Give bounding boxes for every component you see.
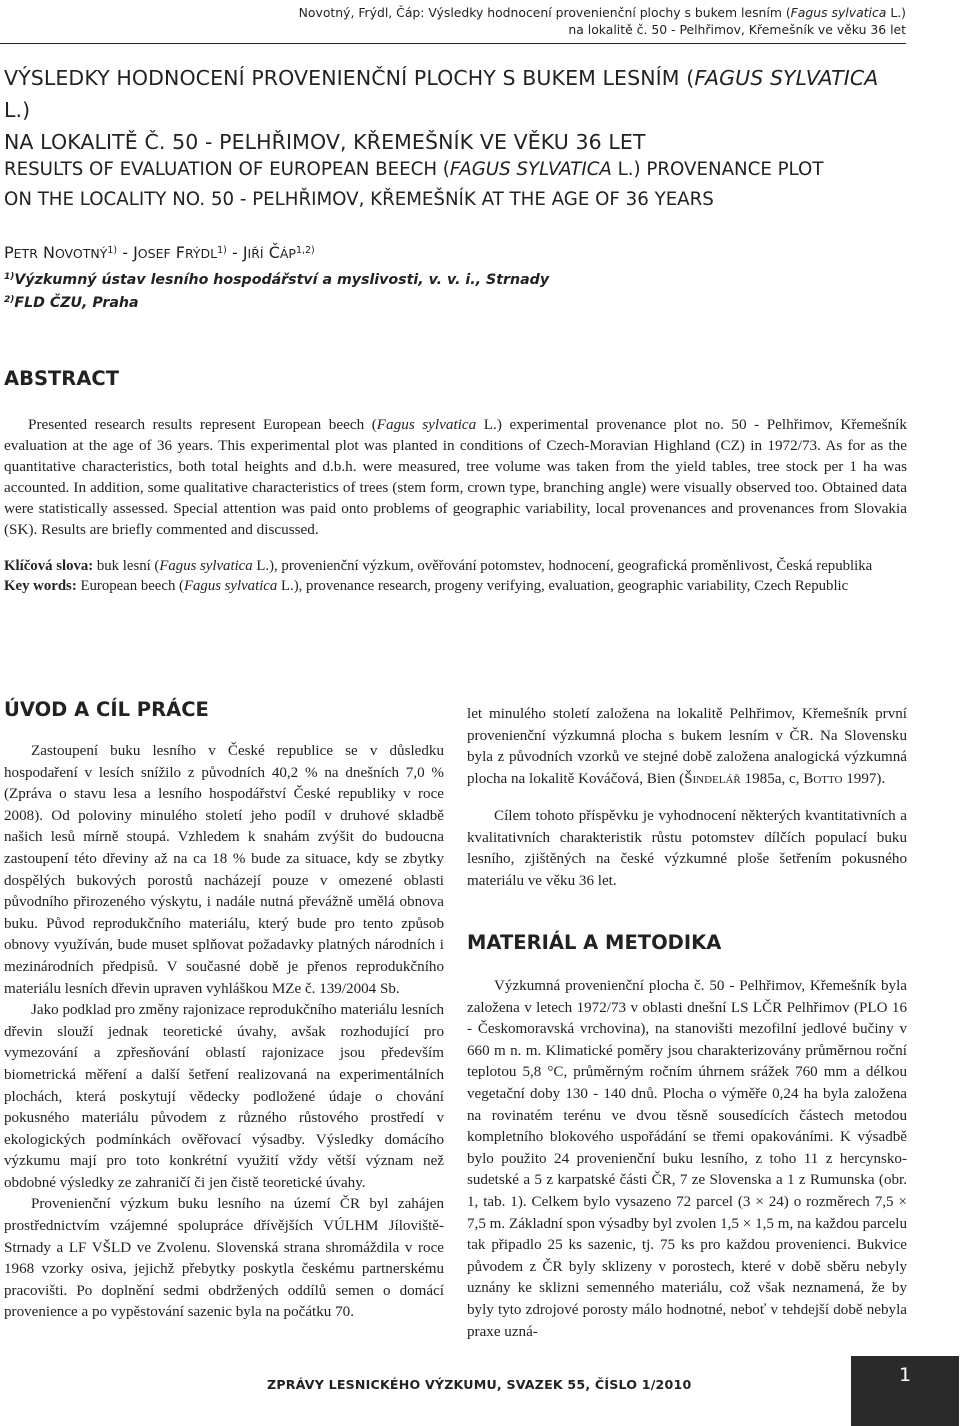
method-paragraph-1: Výzkumná provenienční plocha č. 50 - Pelhřimov, Křemešník byla založena v letech 1972/73 v oblasti dnešní LS LČR Pelhřimov (PLO 16 - Českomoravská vrchovina), na stanovišti mezofilní jedlové bučiny v 660 m n. m. Klimatické poměry jsou charakterizovány průměrnou roční teplotou 5,8 °C, průměrným ročním úhrnem srážek 760 mm a délkou vegetační doby 130 - 140 dnů. Plocha o výměře 0,24 ha byla založena na rovinatém terénu ve dvou těsně sousedících částech metodou kompletního blokového uspořádání se třemi opakováními. K výsadbě bylo použito 24 provenienční buku lesního, z toho 11 z hercynsko-sudetské a 5 z karpatské části ČR, 7 ze Slovenska a 1 z Rumunska (obr. 1, tab. 1). Celkem bylo vysazeno 72 parcel (3 × 24) o rozměrech 7,5 × 7,5 m. Základní spon výsadby byl zvolen 1,5 × 1,5 m, na každou parcelu tak připadlo 25 ks sazenic, tj. 75 ks pro každou provenienci. Bukvice původem z ČR byly sklizeny v porostech, které v době sběru nebyly uznány ke sklizni semenného materiálu, což však neznamená, že by byly tyto zdrojové porosty málo hodnotné, neboť v tehdejší době nebyla praxe uzná- — [467, 978, 907, 1340]
section-heading-intro: ÚVOD A CÍL PRÁCE — [4, 698, 209, 721]
intro-column-left — [4, 741, 444, 1324]
intro-paragraph-2: Jako podklad pro změny rajonizace reprodukčního materiálu lesních dřevin slouží jednak teoretické úvahy, avšak rozhodující pro vymezování a zpřesňování oblastí rajonizace jsou především biometrická měření a další šetření realizovaná na experimentálních plochách, která poskytují vědecky podložené údaje o chování pokusného materiálu původem z různého růstového prostředí v ekologických podmínkách ověřovací výsadby. Výsledky domácího výzkumu mají pro toto konkrétní využití vždy větší význam než obdobné výsledky ze zahraničí či jen čistě teoretické úvahy. — [4, 1002, 444, 1191]
abstract-body: Presented research results represent European beech (Fagus sylvatica L.) experimental provenance plot no. 50 - Pelhřimov, Křemešník evaluation at the age of 36 years. This experimental plot was planted in conditions of Czech-Moravian Highland (CZ) in 1972/73. As for as the quantitative characteristics, both total heights and d.b.h. were measured, tree volume was taken from the yield tables, tree stock per 1 ha was accounted. In addition, some qualitative characteristics of trees (stem form, crown type, branching angle) were visually observed too. Obtained data were statistically assessed. Special attention was paid onto problems of geographic variability, local provenances and provenances from Slovakia (SK). Results are briefly commented and discussed. — [4, 416, 907, 539]
keywords-english: Key words: European beech (Fagus sylvatica L.), provenance research, progeny verifying, evaluation, geographic variability, Czech Republic — [4, 578, 849, 594]
page-number: 1 — [898, 1364, 912, 1386]
intro-paragraph-5: Cílem tohoto příspěvku je vyhodnocení některých kvantitativních a kvalitativních charakteristik růstu potomstev dílčích populací buku lesního, zjištěných na české výzkumné ploše šetřením pokusného materiálu ve věku 36 let. — [467, 808, 907, 889]
affiliation-1: $^{1)}$Výzkumný ústav lesního hospodářství a myslivosti, v. v. i., Strnady — [4, 272, 550, 288]
author-2: JOSEF FRÝDL$^{1)}$ — [133, 243, 227, 262]
title-czech: VÝSLEDKY HODNOCENÍ PROVENIENČNÍ PLOCHY S BUKEM LESNÍM (FAGUS SYLVATICA L.) NA LOKALITĚ Č. 50 - PELHŘIMOV, KŘEMEŠNÍK VE VĚKU 36 LET — [4, 66, 879, 154]
page-number-badge — [851, 1356, 959, 1426]
section-heading-method: MATERIÁL A METODIKA — [467, 931, 722, 954]
title-english: RESULTS OF EVALUATION OF EUROPEAN BEECH (FAGUS SYLVATICA L.) PROVENANCE PLOT ON THE LOCALITY NO. 50 - PELHŘIMOV, KŘEMEŠNÍK AT THE AGE OF 36 YEARS — [4, 159, 824, 210]
running-head-line-1: Novotný, Frýdl, Čáp: Výsledky hodnocení provenienční plochy s bukem lesním (Fagus sylvatica L.) — [298, 5, 906, 20]
header-rule — [0, 43, 906, 44]
running-head-line-2: na lokalitě č. 50 - Pelhřimov, Křemešník ve věku 36 let — [568, 22, 906, 37]
affiliation-2: $^{2)}$FLD ČZU, Praha — [4, 295, 139, 311]
intro-paragraph-4: let minulého století založena na lokalitě Pelhřimov, Křemešník první provenienční výzkumná plocha s bukem lesním v ČR. Na Slovensku byla z původních vzorků ve stejné době založena analogická výzkumná plocha na lokalitě Kováčová, Bien (Šindelář 1985a, c, Botto 1997). — [467, 706, 907, 787]
authors: PETR NOVOTNÝ$^{1)}$ - JOSEF FRÝDL$^{1)}$ - JIŘÍ ČÁP$^{1,2)}$ — [4, 243, 315, 262]
intro-paragraph-1: Zastoupení buku lesního v České republice se v důsledku hospodaření v lesích snížilo z původních 40,2 % na dnešních 7,0 % (Zpráva o stavu lesa a lesního hospodářství České republiky v roce 2008). Od poloviny minulého století jeho podíl v druhové skladbě našich lesů mírně stoupá. Vzhledem k snahám zvýšit do budoucna zastoupení této dřeviny až na ca 18 % bude za situace, kdy se zbytky dospělých bukových porostů nacházejí pouze v omezené oblasti původního přirozeného výskytu, i nadále nutná převážně umělá obnova buku. Původ reprodukčního materiálu, který bude pro tento způsob obnovy využíván, bude muset splňovat požadavky platných národních i mezinárodních předpisů. V současné době je přenos reprodukčního materiálu lesních dřevin upraven vyhláškou MZe č. 139/2004 Sb. — [4, 743, 444, 997]
running-head — [206, 4, 906, 38]
abstract-heading: ABSTRACT — [4, 367, 120, 390]
keywords-czech: Klíčová slova: buk lesní (Fagus sylvatica L.), provenienční výzkum, ověřování potomstev, hodnocení, geografická proměnlivost, Česká republika — [4, 558, 873, 574]
footer-journal: ZPRÁVY LESNICKÉHO VÝZKUMU, SVAZEK 55, ČÍSLO 1/2010 — [267, 1377, 692, 1392]
author-3: JIŘÍ ČÁP$^{1,2)}$ — [242, 243, 315, 262]
author-1: PETR NOVOTNÝ$^{1)}$ — [4, 243, 118, 262]
intro-paragraph-3: Provenienční výzkum buku lesního na území ČR byl zahájen prostřednictvím vzájemné spolupráce dřívějších VÚLHM Jíloviště-Strnady a LF VŠLD ve Zvolenu. Slovenská strana shromáždila v roce 1968 vzorky osiva, jejichž přebytky poskytla českému partnerskému pracovišti. Po doplnění sedmi obdržených oddílů semen o domácí provenience a po vypěstování sazenic byla na počátku 70. — [4, 1196, 444, 1321]
